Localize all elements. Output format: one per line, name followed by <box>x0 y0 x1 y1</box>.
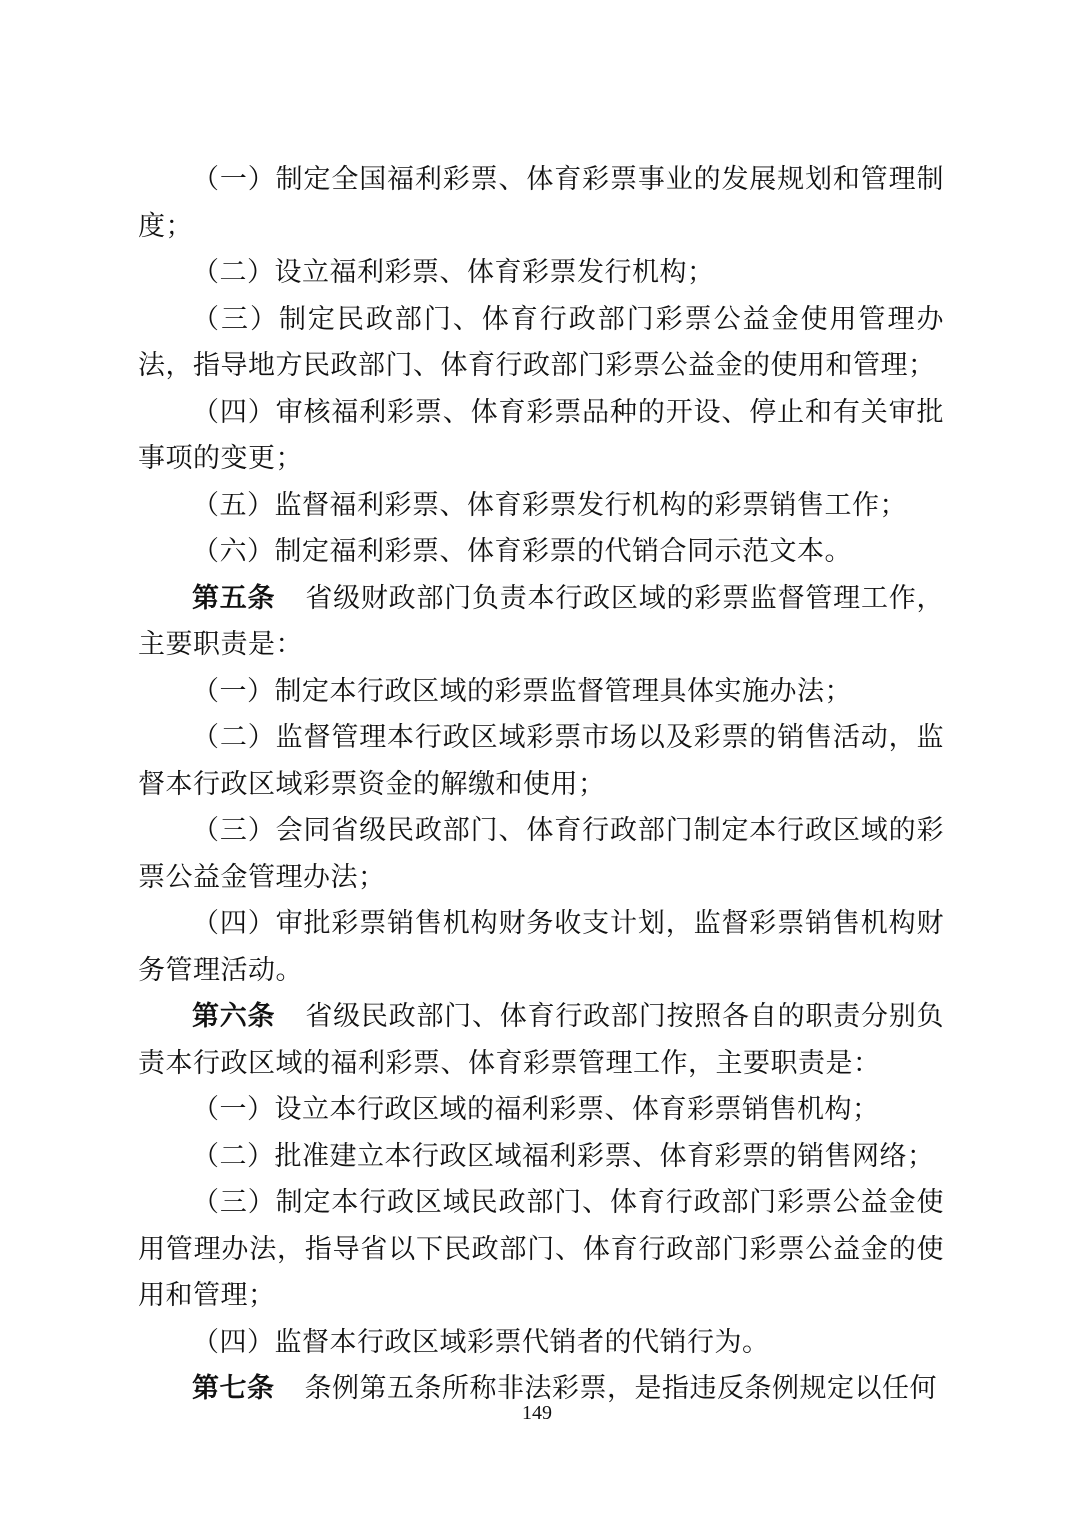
paragraph <box>138 1320 944 1367</box>
paragraph-text: （四）审批彩票销售机构财务收支计划，监督彩票销售机构财务管理活动。 <box>138 908 944 986</box>
paragraph-text: 省级财政部门负责本行政区域的彩票监督管理工作，主要职责是： <box>138 582 945 660</box>
article-paragraph <box>138 576 944 669</box>
paragraph-text: （二）监督管理本行政区域彩票市场以及彩票的销售活动，监督本行政区域彩票资金的解缴和使用； <box>138 722 944 800</box>
paragraph-text: （二）批准建立本行政区域福利彩票、体育彩票的销售网络； <box>192 1140 935 1172</box>
article-number: 第七条 <box>192 1373 275 1404</box>
document-body <box>138 157 944 1413</box>
paragraph-text: （六）制定福利彩票、体育彩票的代销合同示范文本。 <box>192 536 852 567</box>
paragraph-text: （四）监督本行政区域彩票代销者的代销行为。 <box>192 1326 770 1358</box>
paragraph <box>138 1087 944 1134</box>
article-paragraph <box>138 994 944 1087</box>
paragraph <box>138 390 944 483</box>
page-number: 149 <box>522 1402 552 1424</box>
paragraph <box>138 1134 944 1181</box>
paragraph-text: （三）会同省级民政部门、体育行政部门制定本行政区域的彩票公益金管理办法； <box>138 815 944 893</box>
paragraph <box>138 157 944 250</box>
paragraph-text: （一）制定全国福利彩票、体育彩票事业的发展规划和管理制度； <box>138 164 944 242</box>
paragraph-text: （二）设立福利彩票、体育彩票发行机构； <box>192 257 715 288</box>
paragraph-text: （一）设立本行政区域的福利彩票、体育彩票销售机构； <box>192 1094 880 1125</box>
paragraph <box>138 901 944 994</box>
paragraph <box>138 1180 944 1320</box>
paragraph <box>138 529 944 576</box>
paragraph <box>138 808 944 901</box>
paragraph-text: 条例第五条所称非法彩票，是指违反条例规定以任何 <box>304 1373 937 1404</box>
article-number: 第六条 <box>192 1001 276 1032</box>
paragraph <box>138 715 944 808</box>
paragraph-text: （五）监督福利彩票、体育彩票发行机构的彩票销售工作； <box>192 489 907 521</box>
paragraph-text: （一）制定本行政区域的彩票监督管理具体实施办法； <box>192 675 852 707</box>
paragraph-text: （四）审核福利彩票、体育彩票品种的开设、停止和有关审批事项的变更； <box>138 396 944 474</box>
paragraph <box>138 669 944 716</box>
paragraph-text: 省级民政部门、体育行政部门按照各自的职责分别负责本行政区域的福利彩票、体育彩票管理工作，主要职责是： <box>138 1001 945 1079</box>
paragraph <box>138 297 944 390</box>
article-number: 第五条 <box>192 582 276 614</box>
paragraph <box>138 483 944 530</box>
paragraph-text: （三）制定本行政区域民政部门、体育行政部门彩票公益金使用管理办法，指导省以下民政部门、体育行政部门彩票公益金的使用和管理； <box>138 1187 944 1311</box>
paragraph-text: （三）制定民政部门、体育行政部门彩票公益金使用管理办法，指导地方民政部门、体育行政部门彩票公益金的使用和管理； <box>138 303 944 381</box>
paragraph <box>138 250 944 297</box>
